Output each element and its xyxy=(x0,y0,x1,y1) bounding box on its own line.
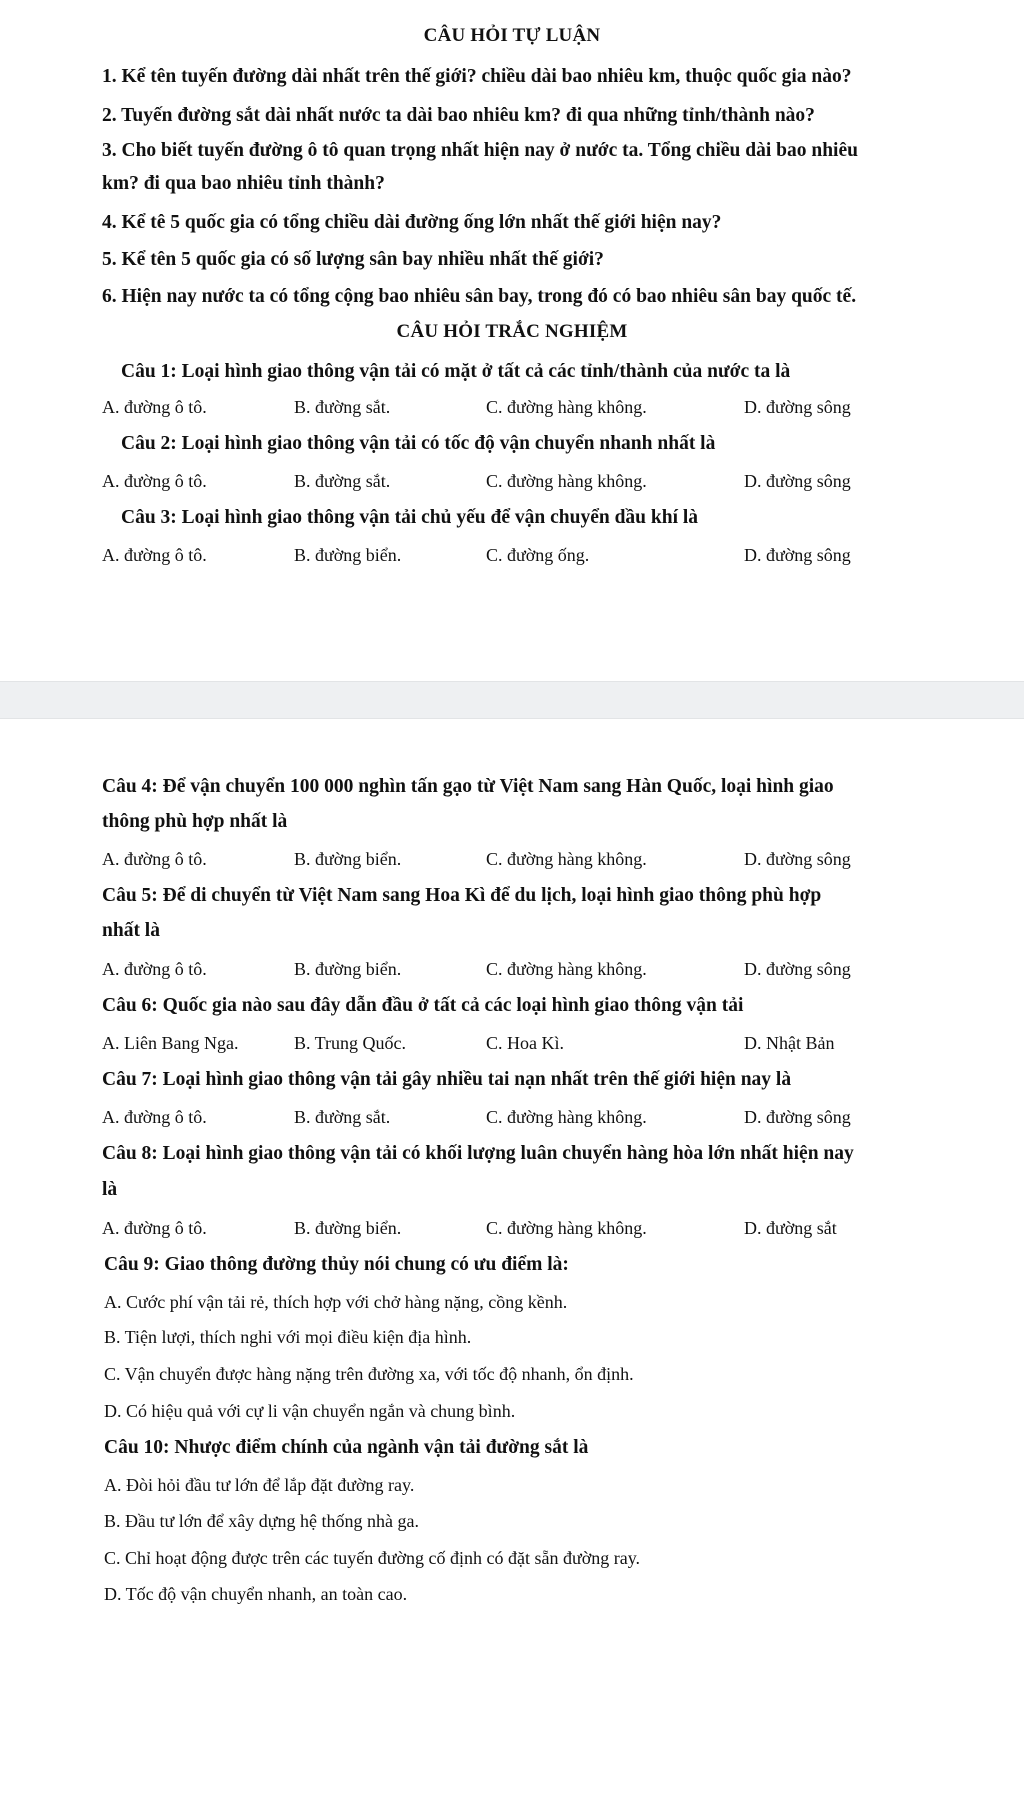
mc-q1-option-d: D. đường sông xyxy=(744,397,851,417)
mc-question-8-line-2: là xyxy=(102,1179,118,1200)
mc-q6-option-b: B. Trung Quốc. xyxy=(294,1033,407,1053)
mc-q3-option-c: C. đường ống. xyxy=(486,545,590,565)
mc-section-title: CÂU HỎI TRẮC NGHIỆM xyxy=(396,321,628,342)
mc-q9-option-b: B. Tiện lượi, thích nghi với mọi điều kiện địa hình. xyxy=(104,1327,472,1347)
mc-question-9: Câu 9: Giao thông đường thủy nói chung có ưu điểm là: xyxy=(104,1254,569,1275)
mc-q3-option-d: D. đường sông xyxy=(744,545,851,565)
mc-q5-option-d: D. đường sông xyxy=(744,959,851,979)
mc-q9-option-d: D. Có hiệu quả với cự li vận chuyển ngắn và chung bình. xyxy=(104,1401,516,1421)
mc-q6-option-c: C. Hoa Kì. xyxy=(486,1033,564,1053)
mc-question-10: Câu 10: Nhược điểm chính của ngành vận tải đường sắt là xyxy=(104,1437,589,1458)
mc-q1-option-a: A. đường ô tô. xyxy=(102,397,207,417)
essay-question-5: 5. Kể tên 5 quốc gia có số lượng sân bay nhiều nhất thế giới? xyxy=(102,249,604,270)
essay-question-1: 1. Kể tên tuyến đường dài nhất trên thế giới? chiều dài bao nhiêu km, thuộc quốc gia nào? xyxy=(102,66,852,87)
mc-q10-option-c: C. Chỉ hoạt động được trên các tuyến đường cố định có đặt sẵn đường ray. xyxy=(104,1548,641,1568)
essay-question-6: 6. Hiện nay nước ta có tổng cộng bao nhiêu sân bay, trong đó có bao nhiêu sân bay quốc tế. xyxy=(102,286,857,307)
mc-q4-option-d: D. đường sông xyxy=(744,849,851,869)
essay-question-3-line-1: 3. Cho biết tuyến đường ô tô quan trọng nhất hiện nay ở nước ta. Tổng chiều dài bao nhiêu xyxy=(102,140,858,161)
mc-q7-option-d: D. đường sông xyxy=(744,1107,851,1127)
essay-question-4: 4. Kể tê 5 quốc gia có tổng chiều dài đường ống lớn nhất thế giới hiện nay? xyxy=(102,212,722,233)
mc-q2-option-b: B. đường sắt. xyxy=(294,471,391,491)
mc-q4-option-b: B. đường biển. xyxy=(294,849,402,869)
mc-q2-option-d: D. đường sông xyxy=(744,471,851,491)
mc-q6-option-a: A. Liên Bang Nga. xyxy=(102,1033,239,1053)
mc-q4-option-a: A. đường ô tô. xyxy=(102,849,207,869)
mc-question-5-line-2: nhất là xyxy=(102,920,160,941)
mc-q6-option-d: D. Nhật Bản xyxy=(744,1033,835,1053)
mc-q5-option-c: C. đường hàng không. xyxy=(486,959,647,979)
mc-q7-option-b: B. đường sắt. xyxy=(294,1107,391,1127)
mc-q4-option-c: C. đường hàng không. xyxy=(486,849,647,869)
mc-q7-option-c: C. đường hàng không. xyxy=(486,1107,647,1127)
mc-q5-option-b: B. đường biển. xyxy=(294,959,402,979)
mc-q10-option-d: D. Tốc độ vận chuyển nhanh, an toàn cao. xyxy=(104,1584,408,1604)
mc-q3-option-a: A. đường ô tô. xyxy=(102,545,207,565)
mc-q2-option-a: A. đường ô tô. xyxy=(102,471,207,491)
page-break-divider xyxy=(0,681,1024,719)
mc-question-4-line-1: Câu 4: Để vận chuyển 100 000 nghìn tấn gạo từ Việt Nam sang Hàn Quốc, loại hình giao xyxy=(102,776,834,797)
mc-q10-option-a: A. Đòi hỏi đầu tư lớn để lắp đặt đường ray. xyxy=(104,1475,415,1495)
mc-question-5-line-1: Câu 5: Để di chuyển từ Việt Nam sang Hoa Kì để du lịch, loại hình giao thông phù hợp xyxy=(102,885,822,906)
mc-q1-option-b: B. đường sắt. xyxy=(294,397,391,417)
mc-q10-option-b: B. Đầu tư lớn để xây dựng hệ thống nhà ga. xyxy=(104,1511,419,1531)
mc-q9-option-a: A. Cước phí vận tải rẻ, thích hợp với chở hàng nặng, cồng kềnh. xyxy=(104,1292,568,1312)
mc-question-1: Câu 1: Loại hình giao thông vận tải có mặt ở tất cả các tỉnh/thành của nước ta là xyxy=(121,361,791,382)
mc-question-3: Câu 3: Loại hình giao thông vận tải chủ yếu để vận chuyển dầu khí là xyxy=(121,507,699,528)
mc-q8-option-a: A. đường ô tô. xyxy=(102,1218,207,1238)
mc-q3-option-b: B. đường biển. xyxy=(294,545,402,565)
essay-question-3-line-2: km? đi qua bao nhiêu tỉnh thành? xyxy=(102,173,385,194)
mc-q8-option-d: D. đường sắt xyxy=(744,1218,837,1238)
mc-question-4-line-2: thông phù hợp nhất là xyxy=(102,811,288,832)
mc-q2-option-c: C. đường hàng không. xyxy=(486,471,647,491)
mc-q7-option-a: A. đường ô tô. xyxy=(102,1107,207,1127)
mc-question-7: Câu 7: Loại hình giao thông vận tải gây nhiều tai nạn nhất trên thế giới hiện nay là xyxy=(102,1069,792,1090)
essay-section-title: CÂU HỎI TỰ LUẬN xyxy=(423,25,601,46)
mc-q8-option-c: C. đường hàng không. xyxy=(486,1218,647,1238)
mc-q1-option-c: C. đường hàng không. xyxy=(486,397,647,417)
mc-q5-option-a: A. đường ô tô. xyxy=(102,959,207,979)
mc-q9-option-c: C. Vận chuyển được hàng nặng trên đường xa, với tốc độ nhanh, ổn định. xyxy=(104,1364,634,1384)
essay-question-2: 2. Tuyến đường sắt dài nhất nước ta dài bao nhiêu km? đi qua những tỉnh/thành nào? xyxy=(102,105,815,126)
mc-question-6: Câu 6: Quốc gia nào sau đây dẫn đầu ở tất cả các loại hình giao thông vận tải xyxy=(102,995,744,1016)
mc-q8-option-b: B. đường biển. xyxy=(294,1218,402,1238)
mc-question-8-line-1: Câu 8: Loại hình giao thông vận tải có khối lượng luân chuyển hàng hòa lớn nhất hiện nay xyxy=(102,1143,854,1164)
mc-question-2: Câu 2: Loại hình giao thông vận tải có tốc độ vận chuyển nhanh nhất là xyxy=(121,433,716,454)
